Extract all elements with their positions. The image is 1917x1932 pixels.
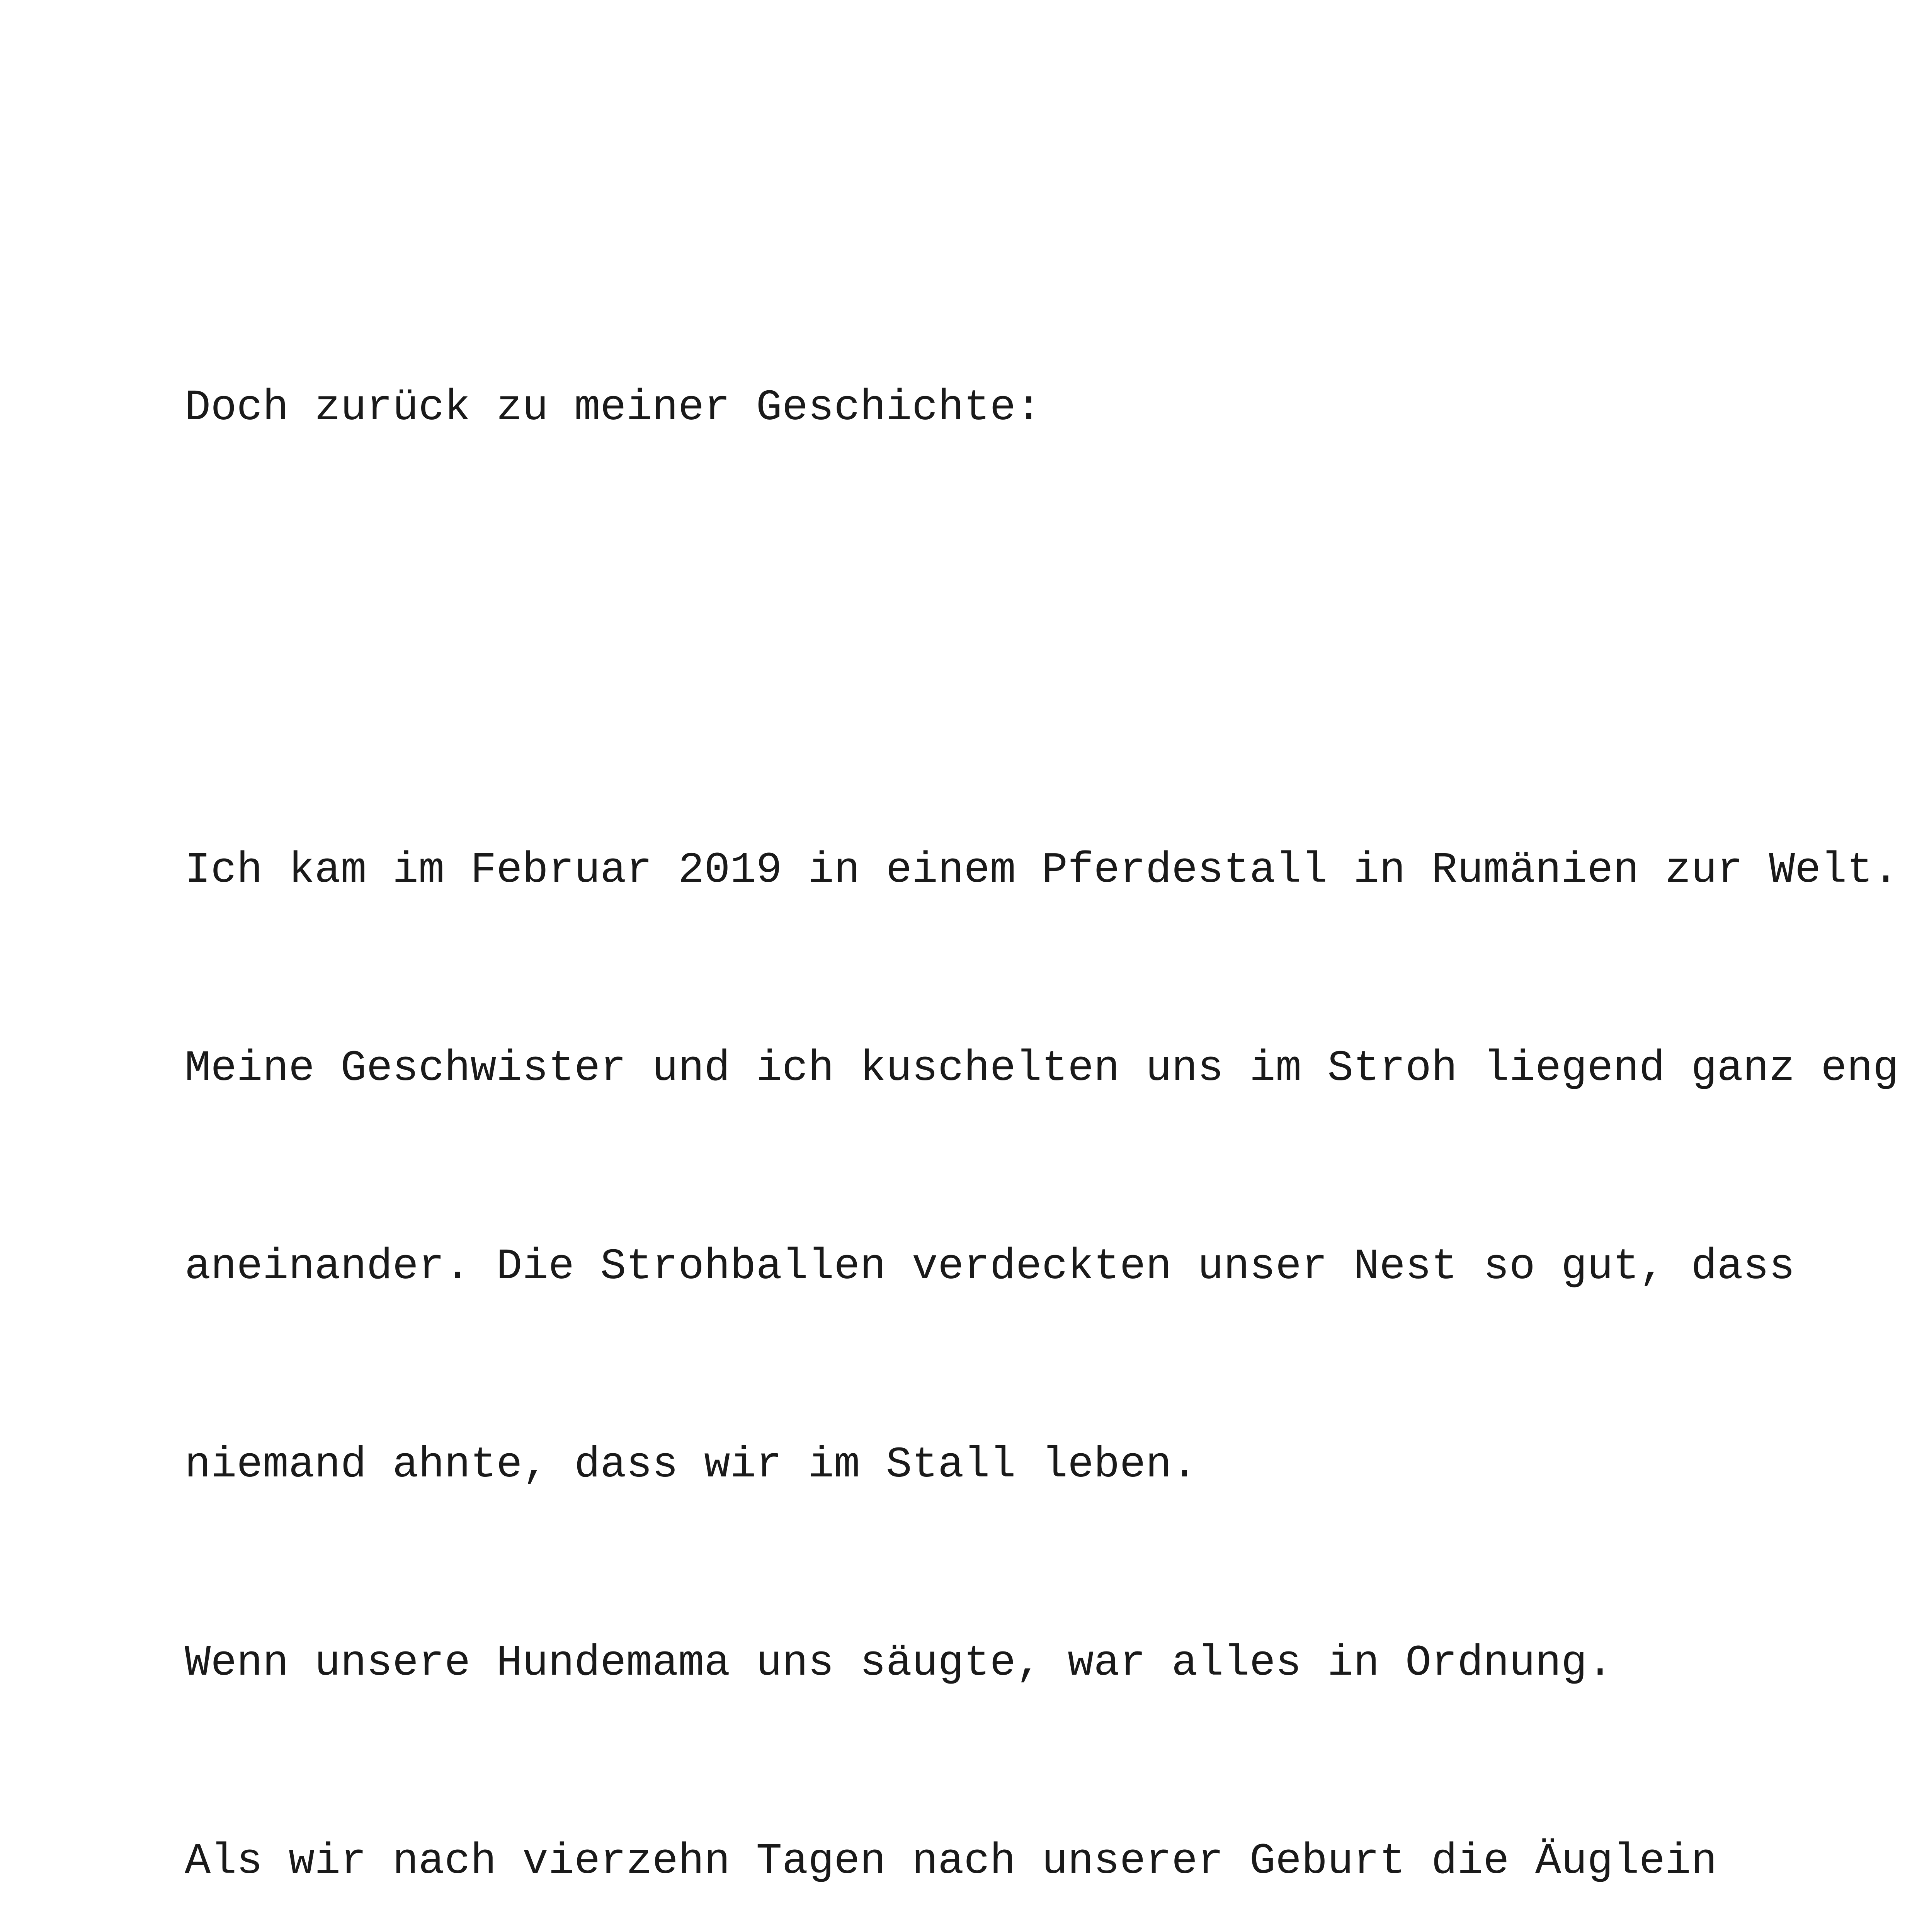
paragraph-1-line: Meine Geschwister und ich kuschelten uns im Stroh liegend ganz eng (185, 1044, 1899, 1093)
body-text (185, 243, 1899, 1932)
blank-line (185, 573, 1808, 639)
paragraph-1-line: Ich kam im Februar 2019 in einem Pferdestall in Rumänien zur Welt. (185, 846, 1899, 895)
paragraph-1-line: aneinander. Die Strohballen verdeckten unser Nest so gut, dass (185, 1242, 1795, 1291)
paragraph-1-line: Wenn unsere Hundemama uns säugte, war alles in Ordnung. (185, 1639, 1613, 1688)
paragraph-1-line: Als wir nach vierzehn Tagen nach unserer Geburt die Äuglein (185, 1837, 1717, 1886)
section-heading: Doch zurück zu meiner Geschichte: (185, 383, 1042, 432)
paragraph-1-line: niemand ahnte, dass wir im Stall leben. (185, 1440, 1198, 1490)
